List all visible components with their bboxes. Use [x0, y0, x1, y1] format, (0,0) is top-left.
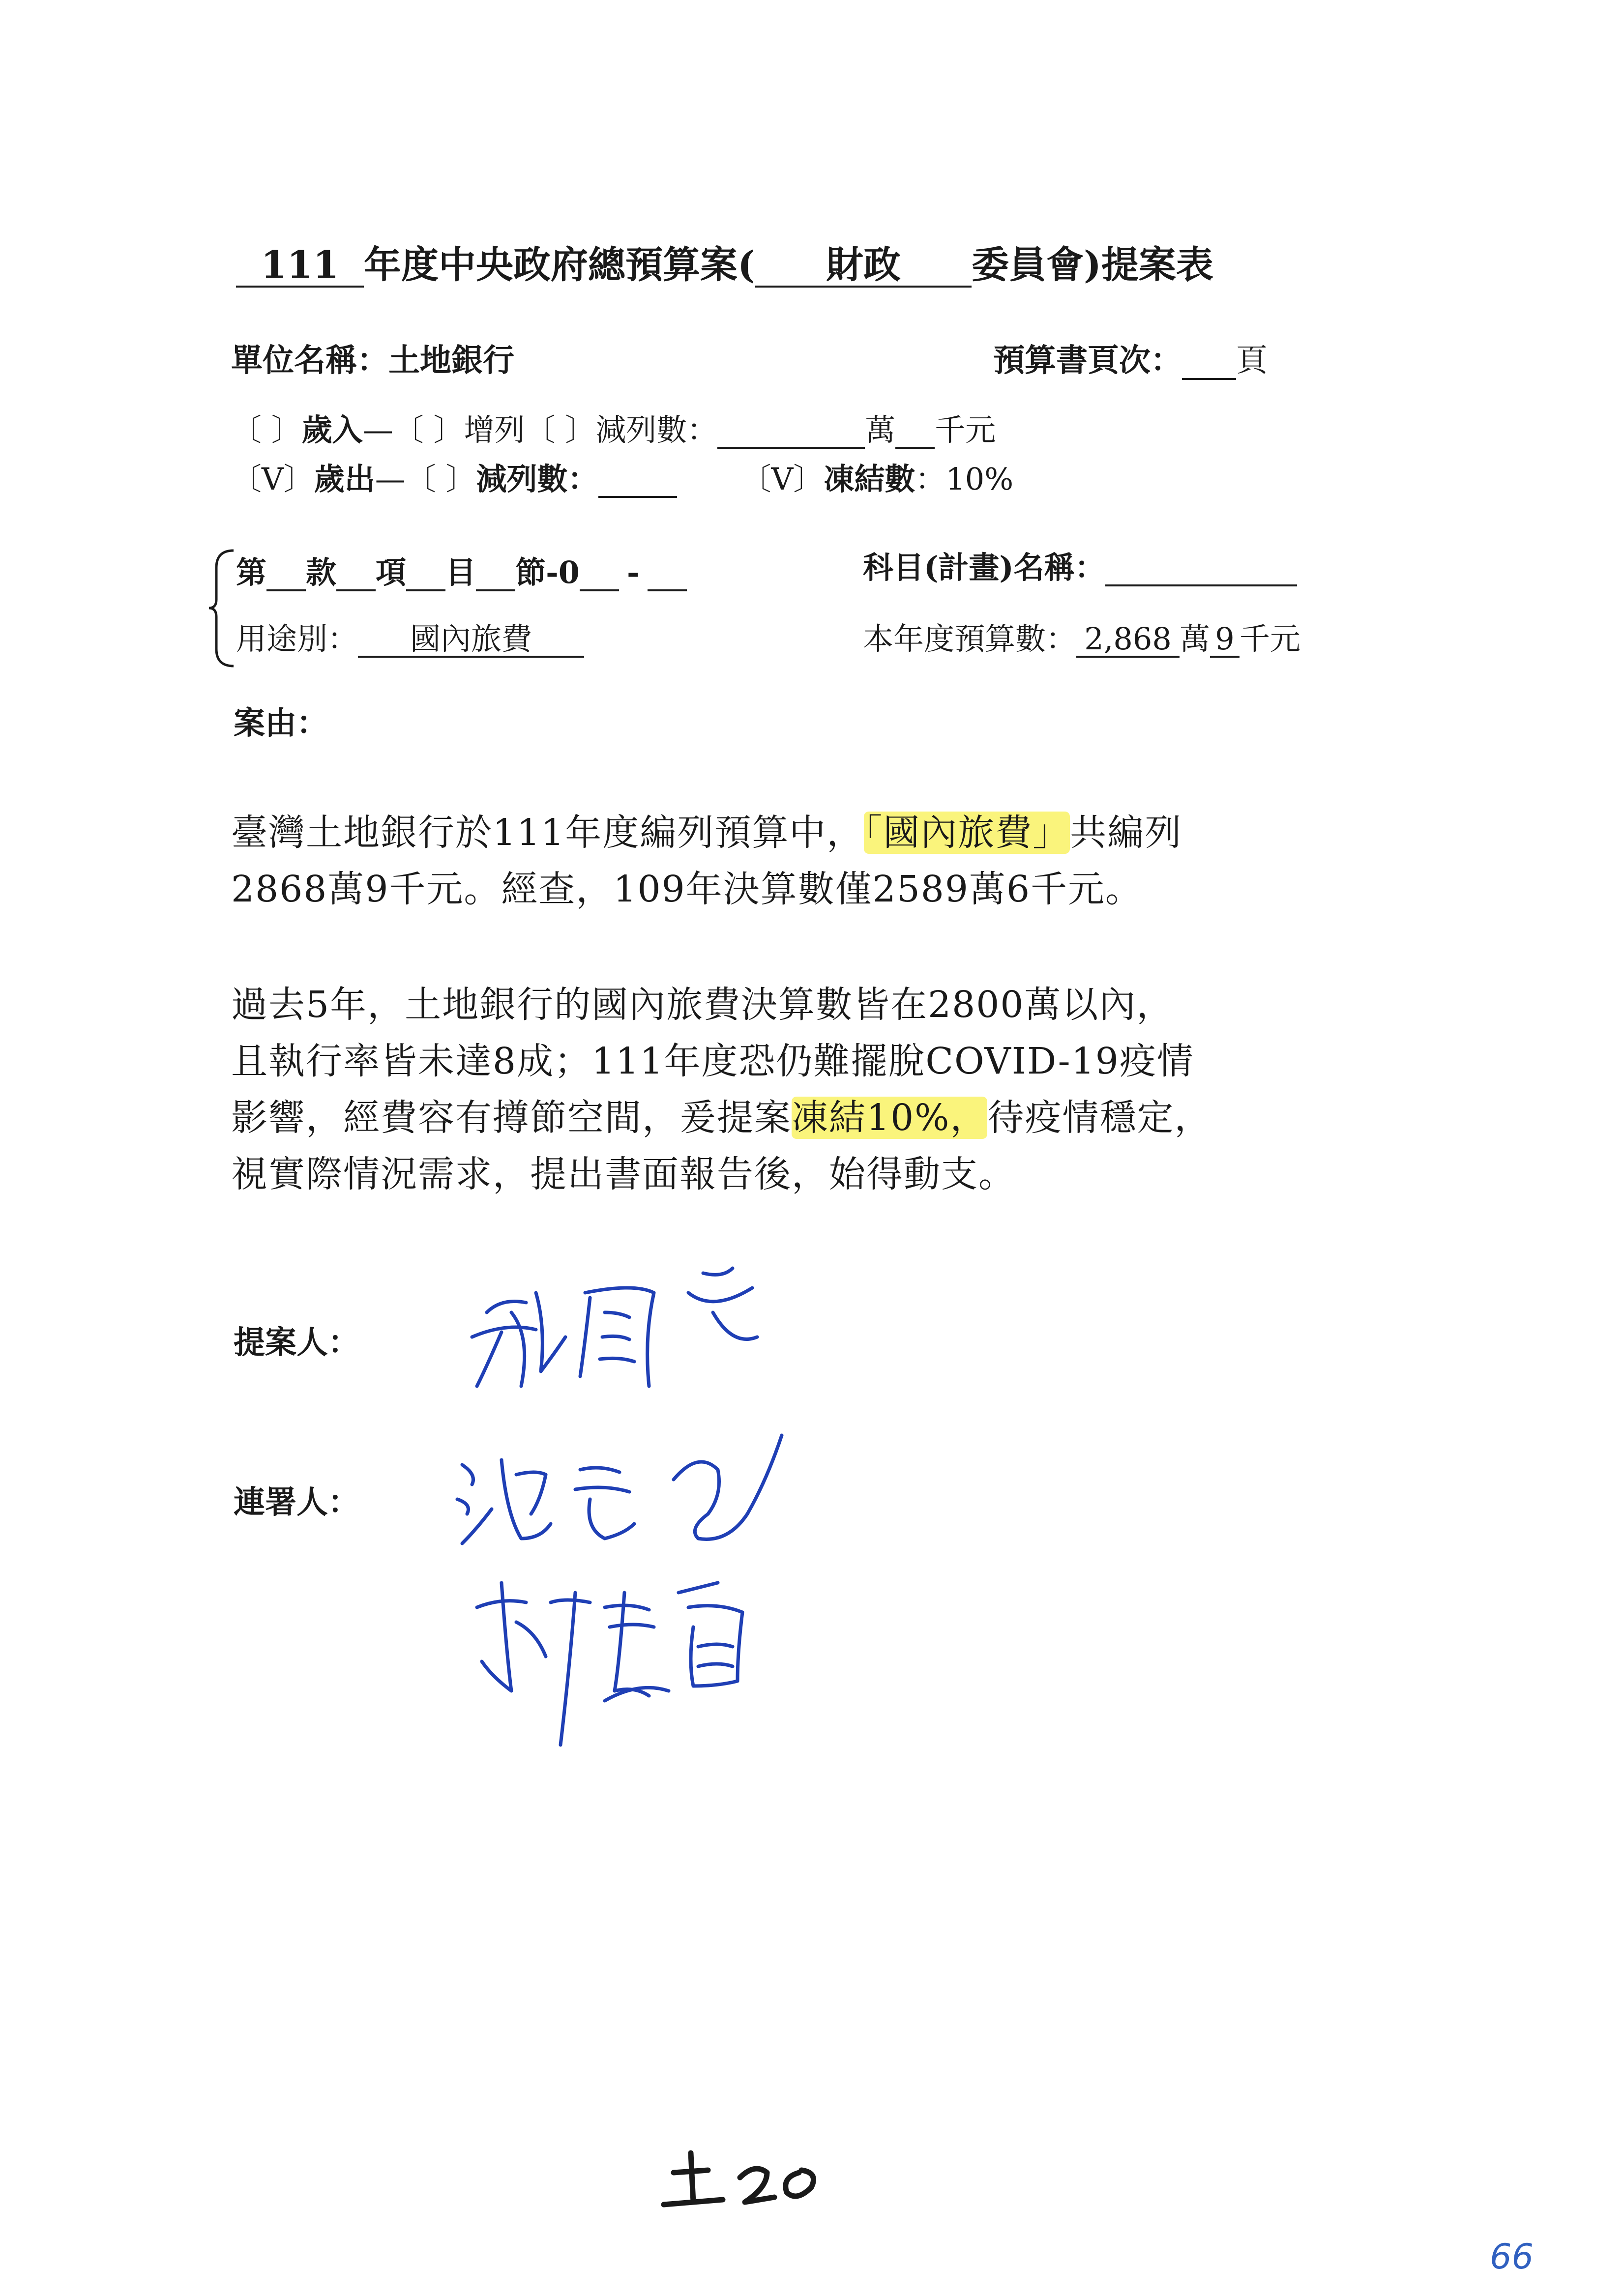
- left-brace: [207, 548, 236, 668]
- revenue-dash: —: [362, 412, 393, 448]
- proposer-signature: [457, 1239, 811, 1396]
- handwritten-number: [654, 2143, 841, 2222]
- page-number: 66: [1490, 2237, 1534, 2277]
- unit-label: 單位名稱：: [231, 342, 388, 379]
- item-jie: 節-0: [515, 554, 580, 590]
- title-year: 111: [236, 244, 364, 288]
- expense-decrease-label: 減列數：: [476, 461, 598, 497]
- revenue-wan: 萬: [865, 412, 896, 448]
- usage-label: 用途別：: [236, 621, 358, 657]
- usage-line: [236, 614, 584, 658]
- page-ref-suffix: 頁: [1236, 343, 1268, 379]
- title-end: 委員會)提案表: [971, 243, 1213, 287]
- para2-line4: 視實際情況需求，提出書面報告後，始得動支。: [231, 1153, 1016, 1195]
- revenue-line: [231, 406, 996, 449]
- freeze-value: ：10%: [915, 461, 1014, 497]
- freeze-label: 凍結數: [824, 461, 915, 497]
- page-ref-blank: [1182, 344, 1236, 380]
- decrease-bracket: 〔 〕: [525, 412, 596, 448]
- page-ref-line: [993, 335, 1268, 380]
- proposer-label: 提案人：: [234, 1324, 359, 1361]
- decrease-qian-blank: [895, 413, 935, 449]
- page-ref-label: 預算書頁次：: [993, 342, 1182, 379]
- subject-blank: [1105, 551, 1297, 586]
- para2-line2: 且執行率皆未達8成；111年度恐仍難擺脫COVID-19疫情: [231, 1040, 1194, 1082]
- budget-qian-value: 9: [1210, 622, 1240, 658]
- highlight-freeze: 凍結10%，: [792, 1097, 988, 1139]
- para2-line1: 過去5年，土地銀行的國內旅費決算數皆在2800萬以內，: [231, 984, 1174, 1026]
- revenue-qian: 千元: [935, 412, 996, 448]
- item-mu: 目: [445, 554, 476, 590]
- usage-value: 國內旅費: [358, 622, 584, 658]
- subject-line: [863, 543, 1297, 587]
- reason-heading: 案由：: [234, 705, 328, 742]
- form-title: [236, 235, 1213, 289]
- decrease-label: 減列數：: [595, 412, 718, 448]
- expense-line: [231, 455, 1013, 498]
- expense-bracket: 〔V〕: [231, 461, 314, 497]
- para1-line1-a: 臺灣土地銀行於111年度編列預算中，: [231, 812, 864, 854]
- revenue-label: 歲入: [301, 412, 363, 448]
- para1-line1-b: 共編列: [1070, 812, 1182, 854]
- unit-value: 土地銀行: [388, 342, 514, 379]
- para1-line1: [231, 804, 1182, 856]
- item-line: [236, 548, 687, 592]
- budget-qian: 千元: [1240, 621, 1301, 657]
- decrease-wan-blank: [717, 413, 865, 449]
- expense-label: 歲出: [314, 461, 375, 497]
- title-committee: 財政: [755, 244, 972, 288]
- freeze-bracket: 〔V〕: [740, 461, 824, 497]
- budget-label: 本年度預算數：: [863, 621, 1077, 657]
- budget-line: [863, 614, 1300, 658]
- cosigner-signature-2: [462, 1563, 767, 1750]
- subject-label: 科目(計畫)名稱：: [863, 550, 1105, 585]
- highlight-domestic-travel: 「國內旅費」: [864, 812, 1070, 854]
- para2-line3: [231, 1089, 1211, 1141]
- cosigner-signature-1: [443, 1416, 797, 1563]
- increase-label: 增列: [464, 412, 525, 448]
- para2-line3-a: 影響，經費容有撙節空間，爰提案: [231, 1097, 792, 1139]
- cosigner-label: 連署人：: [234, 1484, 359, 1521]
- item-xiang: 項: [376, 554, 407, 590]
- expense-decrease-blank: [598, 463, 677, 498]
- item-di: 第: [236, 554, 267, 590]
- title-mid: 年度中央政府總預算案(: [364, 243, 755, 287]
- revenue-bracket: 〔 〕: [231, 412, 302, 448]
- item-kuan: 款: [306, 554, 337, 590]
- para2-line3-b: 待疫情穩定，: [987, 1097, 1212, 1139]
- item-dash: -: [626, 554, 640, 590]
- unit-line: [231, 335, 514, 380]
- expense-dash: —: [375, 461, 406, 497]
- increase-bracket: 〔 〕: [393, 412, 464, 448]
- budget-wan: 萬: [1180, 621, 1211, 657]
- expense-decrease-bracket: 〔 〕: [405, 461, 476, 497]
- budget-amount: 2,868: [1076, 622, 1180, 658]
- para1-line2: 2868萬9千元。經查，109年決算數僅2589萬6千元。: [231, 868, 1143, 910]
